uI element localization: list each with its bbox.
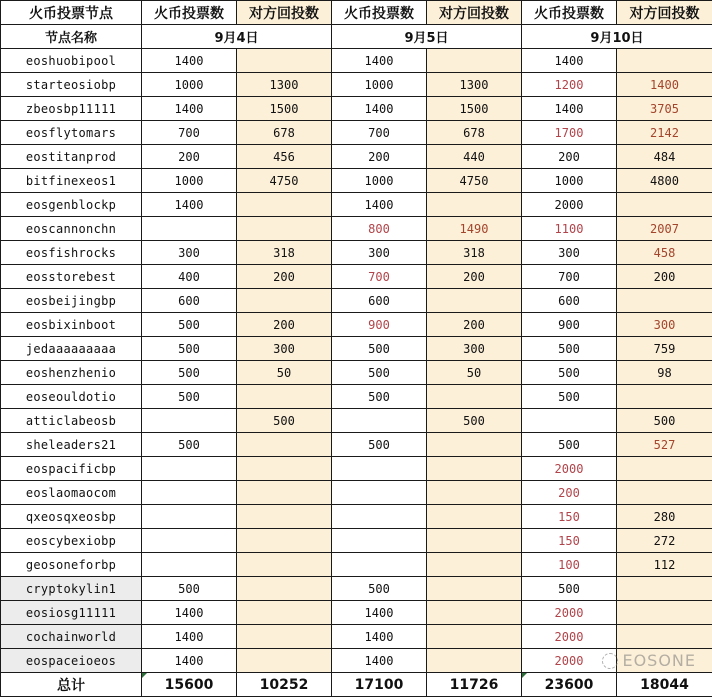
cell-return-d2[interactable] [427,457,522,481]
table-row [1,601,712,625]
header-vote-col-d3[interactable]: 火币投票数 [522,1,617,25]
node-name-cell[interactable]: eospacificbp [1,457,142,481]
cell-return-d3[interactable]: 1400 [617,73,712,97]
node-name-cell[interactable]: eosfishrocks [1,241,142,265]
node-name-cell[interactable]: starteosiobp [1,73,142,97]
node-name-cell[interactable]: eosflytomars [1,121,142,145]
date-header-1[interactable]: 9月4日 [142,25,332,49]
node-name-cell[interactable]: geosoneforbp [1,553,142,577]
cell-vote-d2[interactable]: 1400 [332,97,427,121]
node-name-cell[interactable]: jedaaaaaaaaa [1,337,142,361]
cell-vote-d3[interactable]: 900 [522,313,617,337]
cell-vote-d3[interactable]: 100 [522,553,617,577]
total-return-d3[interactable]: 18044 [617,673,712,697]
cell-vote-d1[interactable]: 1400 [142,625,237,649]
node-name-cell[interactable]: eosiosg11111 [1,601,142,625]
table-body [1,49,712,673]
table-row [1,265,712,289]
header-return-col-d2[interactable]: 对方回投数 [427,1,522,25]
cell-vote-d3[interactable]: 500 [522,385,617,409]
cell-vote-d3[interactable]: 200 [522,481,617,505]
node-name-cell[interactable]: zbeosbp11111 [1,97,142,121]
cell-return-d3[interactable] [617,193,712,217]
cell-return-d3[interactable]: 2007 [617,217,712,241]
cell-vote-d2[interactable] [332,409,427,433]
table-row [1,313,712,337]
cell-return-d3[interactable]: 112 [617,553,712,577]
cell-return-d2[interactable] [427,577,522,601]
header-return-col-d3[interactable]: 对方回投数 [617,1,712,25]
cell-return-d1[interactable] [237,457,332,481]
cell-vote-d1[interactable] [142,481,237,505]
cell-return-d2[interactable] [427,433,522,457]
header-vote-col-d2[interactable]: 火币投票数 [332,1,427,25]
cell-return-d2[interactable]: 50 [427,361,522,385]
cell-return-d1[interactable]: 200 [237,313,332,337]
node-name-cell[interactable]: cryptokylin1 [1,577,142,601]
cell-vote-d2[interactable]: 200 [332,145,427,169]
cell-return-d3[interactable]: 759 [617,337,712,361]
cell-return-d2[interactable]: 200 [427,265,522,289]
cell-return-d2[interactable] [427,649,522,673]
table-row [1,49,712,73]
cell-return-d3[interactable]: 4800 [617,169,712,193]
cell-vote-d2[interactable] [332,553,427,577]
cell-return-d2[interactable] [427,481,522,505]
cell-vote-d3[interactable]: 2000 [522,649,617,673]
cell-vote-d1[interactable]: 1000 [142,169,237,193]
cell-vote-d2[interactable] [332,481,427,505]
cell-return-d2[interactable] [427,529,522,553]
cell-return-d2[interactable] [427,625,522,649]
cell-vote-d2[interactable]: 500 [332,385,427,409]
date-header-2[interactable]: 9月5日 [332,25,522,49]
cell-vote-d1[interactable]: 500 [142,313,237,337]
header-node-col[interactable]: 火币投票节点 [1,1,142,25]
total-row [1,673,712,697]
node-name-cell[interactable]: eosbixinboot [1,313,142,337]
total-return-d2[interactable]: 11726 [427,673,522,697]
table-row [1,553,712,577]
cell-vote-d3[interactable]: 500 [522,361,617,385]
cell-vote-d3[interactable]: 500 [522,433,617,457]
cell-vote-d3[interactable]: 500 [522,337,617,361]
cell-return-d1[interactable] [237,553,332,577]
cell-vote-d3[interactable]: 700 [522,265,617,289]
node-name-cell[interactable]: eoseouldotio [1,385,142,409]
cell-vote-d1[interactable]: 200 [142,145,237,169]
node-name-cell[interactable]: eoscannonchn [1,217,142,241]
cell-vote-d2[interactable]: 500 [332,577,427,601]
table-row [1,649,712,673]
cell-return-d2[interactable]: 500 [427,409,522,433]
cell-vote-d2[interactable]: 800 [332,217,427,241]
cell-return-d2[interactable]: 4750 [427,169,522,193]
cell-vote-d3[interactable]: 2000 [522,193,617,217]
cell-return-d3[interactable]: 2142 [617,121,712,145]
cell-vote-d2[interactable]: 1400 [332,601,427,625]
cell-return-d1[interactable] [237,625,332,649]
node-name-cell[interactable]: atticlabeosb [1,409,142,433]
cell-vote-d2[interactable]: 900 [332,313,427,337]
cell-return-d3[interactable]: 458 [617,241,712,265]
cell-vote-d2[interactable]: 500 [332,433,427,457]
cell-return-d3[interactable]: 527 [617,433,712,457]
cell-vote-d3[interactable]: 1700 [522,121,617,145]
table-row [1,457,712,481]
date-row [1,25,712,49]
node-name-cell[interactable]: eosstorebest [1,265,142,289]
table-row [1,529,712,553]
cell-return-d2[interactable]: 1490 [427,217,522,241]
cell-vote-d3[interactable]: 1000 [522,169,617,193]
node-name-cell[interactable]: eoscybexiobp [1,529,142,553]
cell-return-d3[interactable]: 98 [617,361,712,385]
cell-return-d1[interactable] [237,505,332,529]
cell-return-d3[interactable]: 280 [617,505,712,529]
cell-return-d1[interactable]: 318 [237,241,332,265]
cell-return-d1[interactable]: 1500 [237,97,332,121]
node-name-cell[interactable]: eosbeijingbp [1,289,142,313]
cell-vote-d1[interactable]: 1400 [142,193,237,217]
cell-return-d1[interactable] [237,649,332,673]
table-row [1,193,712,217]
cell-vote-d2[interactable]: 700 [332,265,427,289]
node-name-cell[interactable]: sheleaders21 [1,433,142,457]
cell-return-d3[interactable]: 484 [617,145,712,169]
header-return-col-d1[interactable]: 对方回投数 [237,1,332,25]
cell-vote-d1[interactable]: 500 [142,361,237,385]
cell-return-d1[interactable] [237,529,332,553]
table-row [1,481,712,505]
cell-vote-d1[interactable] [142,457,237,481]
table-row [1,385,712,409]
cell-return-d1[interactable] [237,193,332,217]
cell-return-d2[interactable]: 440 [427,145,522,169]
cell-return-d2[interactable]: 1300 [427,73,522,97]
cell-vote-d1[interactable] [142,529,237,553]
cell-return-d1[interactable]: 456 [237,145,332,169]
header-vote-col-d1[interactable]: 火币投票数 [142,1,237,25]
table-row [1,145,712,169]
cell-vote-d2[interactable]: 1400 [332,649,427,673]
cell-return-d1[interactable] [237,481,332,505]
cell-vote-d2[interactable]: 1000 [332,73,427,97]
total-return-d1[interactable]: 10252 [237,673,332,697]
watermark-text: EOSONE [622,651,696,670]
cell-vote-d2[interactable]: 500 [332,337,427,361]
table-row [1,625,712,649]
cell-vote-d3[interactable]: 2000 [522,457,617,481]
table-row [1,169,712,193]
total-vote-d3[interactable]: 23600 [522,673,617,697]
cell-vote-d1[interactable]: 300 [142,241,237,265]
cell-return-d3[interactable] [617,385,712,409]
cell-return-d1[interactable]: 4750 [237,169,332,193]
cell-return-d3[interactable] [617,49,712,73]
table-row [1,121,712,145]
cell-vote-d1[interactable]: 1400 [142,97,237,121]
cell-return-d1[interactable] [237,289,332,313]
cell-return-d1[interactable] [237,577,332,601]
table-row [1,361,712,385]
cell-vote-d2[interactable]: 500 [332,361,427,385]
cell-return-d2[interactable]: 318 [427,241,522,265]
node-name-cell[interactable]: eospaceioeos [1,649,142,673]
cell-return-d2[interactable] [427,553,522,577]
cell-vote-d2[interactable]: 300 [332,241,427,265]
cell-vote-d1[interactable]: 600 [142,289,237,313]
cell-return-d3[interactable] [617,649,712,673]
cell-return-d1[interactable]: 1300 [237,73,332,97]
cell-vote-d3[interactable]: 1200 [522,73,617,97]
cell-vote-d3[interactable] [522,409,617,433]
cell-return-d3[interactable]: 500 [617,409,712,433]
cell-vote-d2[interactable]: 1400 [332,49,427,73]
node-name-cell[interactable]: eoshuobipool [1,49,142,73]
cell-vote-d3[interactable]: 2000 [522,625,617,649]
node-name-cell[interactable]: eoshenzhenio [1,361,142,385]
cell-vote-d1[interactable]: 700 [142,121,237,145]
node-name-cell[interactable]: eoslaomaocom [1,481,142,505]
cell-return-d1[interactable] [237,49,332,73]
cell-return-d1[interactable] [237,601,332,625]
total-label[interactable]: 总计 [1,673,142,697]
node-name-cell[interactable]: qxeosqxeosbp [1,505,142,529]
cell-return-d2[interactable] [427,49,522,73]
cell-vote-d1[interactable]: 1400 [142,649,237,673]
cell-return-d2[interactable]: 1500 [427,97,522,121]
cell-vote-d3[interactable]: 2000 [522,601,617,625]
cell-vote-d2[interactable] [332,457,427,481]
cell-return-d3[interactable]: 200 [617,265,712,289]
node-name-cell[interactable]: eostitanprod [1,145,142,169]
cell-return-d1[interactable]: 678 [237,121,332,145]
cell-vote-d1[interactable]: 1400 [142,49,237,73]
cell-vote-d3[interactable]: 150 [522,505,617,529]
cell-return-d1[interactable] [237,433,332,457]
cell-vote-d2[interactable]: 600 [332,289,427,313]
cell-return-d1[interactable] [237,385,332,409]
cell-vote-d3[interactable]: 200 [522,145,617,169]
header-row [1,1,712,25]
table-row [1,241,712,265]
cell-vote-d3[interactable]: 500 [522,577,617,601]
cell-vote-d2[interactable]: 700 [332,121,427,145]
cell-vote-d2[interactable]: 1000 [332,169,427,193]
cell-return-d3[interactable] [617,625,712,649]
table-row [1,337,712,361]
cell-return-d2[interactable] [427,385,522,409]
table-row [1,217,712,241]
cell-return-d3[interactable] [617,457,712,481]
cell-return-d3[interactable] [617,481,712,505]
cell-return-d3[interactable]: 300 [617,313,712,337]
table-row [1,577,712,601]
cell-return-d3[interactable] [617,577,712,601]
cell-return-d2[interactable] [427,505,522,529]
cell-return-d2[interactable]: 200 [427,313,522,337]
cell-return-d1[interactable]: 300 [237,337,332,361]
cell-vote-d3[interactable]: 150 [522,529,617,553]
table-row [1,73,712,97]
node-name-cell[interactable]: eosgenblockp [1,193,142,217]
cell-return-d1[interactable]: 500 [237,409,332,433]
cell-vote-d2[interactable] [332,529,427,553]
cell-vote-d3[interactable]: 1100 [522,217,617,241]
table-row [1,97,712,121]
cell-vote-d1[interactable] [142,505,237,529]
cell-vote-d1[interactable] [142,217,237,241]
cell-vote-d1[interactable]: 1400 [142,601,237,625]
cell-return-d3[interactable] [617,601,712,625]
cell-vote-d1[interactable] [142,409,237,433]
cell-return-d3[interactable]: 3705 [617,97,712,121]
table-row [1,433,712,457]
table-row [1,409,712,433]
node-name-cell[interactable]: cochainworld [1,625,142,649]
cell-vote-d3[interactable]: 1400 [522,49,617,73]
cell-return-d3[interactable] [617,289,712,313]
node-name-label[interactable]: 节点名称 [1,25,142,49]
total-vote-d1[interactable]: 15600 [142,673,237,697]
cell-return-d2[interactable] [427,193,522,217]
cell-vote-d3[interactable]: 1400 [522,97,617,121]
total-vote-d2[interactable]: 17100 [332,673,427,697]
cell-vote-d1[interactable] [142,553,237,577]
cell-vote-d1[interactable]: 400 [142,265,237,289]
table-row [1,289,712,313]
cell-vote-d1[interactable]: 500 [142,433,237,457]
cell-return-d2[interactable]: 678 [427,121,522,145]
node-name-cell[interactable]: bitfinexeos1 [1,169,142,193]
table-row [1,505,712,529]
cell-vote-d1[interactable]: 500 [142,337,237,361]
cell-vote-d2[interactable]: 1400 [332,193,427,217]
cell-vote-d1[interactable]: 500 [142,577,237,601]
cell-return-d2[interactable]: 300 [427,337,522,361]
cell-return-d1[interactable] [237,217,332,241]
date-header-3[interactable]: 9月10日 [522,25,712,49]
cell-return-d3[interactable]: 272 [617,529,712,553]
cell-return-d2[interactable] [427,289,522,313]
cell-return-d1[interactable]: 200 [237,265,332,289]
cell-vote-d3[interactable]: 300 [522,241,617,265]
cell-return-d1[interactable]: 50 [237,361,332,385]
cell-vote-d2[interactable] [332,505,427,529]
cell-vote-d1[interactable]: 1000 [142,73,237,97]
cell-return-d2[interactable] [427,601,522,625]
cell-vote-d3[interactable]: 600 [522,289,617,313]
cell-vote-d1[interactable]: 500 [142,385,237,409]
cell-vote-d2[interactable]: 1400 [332,625,427,649]
